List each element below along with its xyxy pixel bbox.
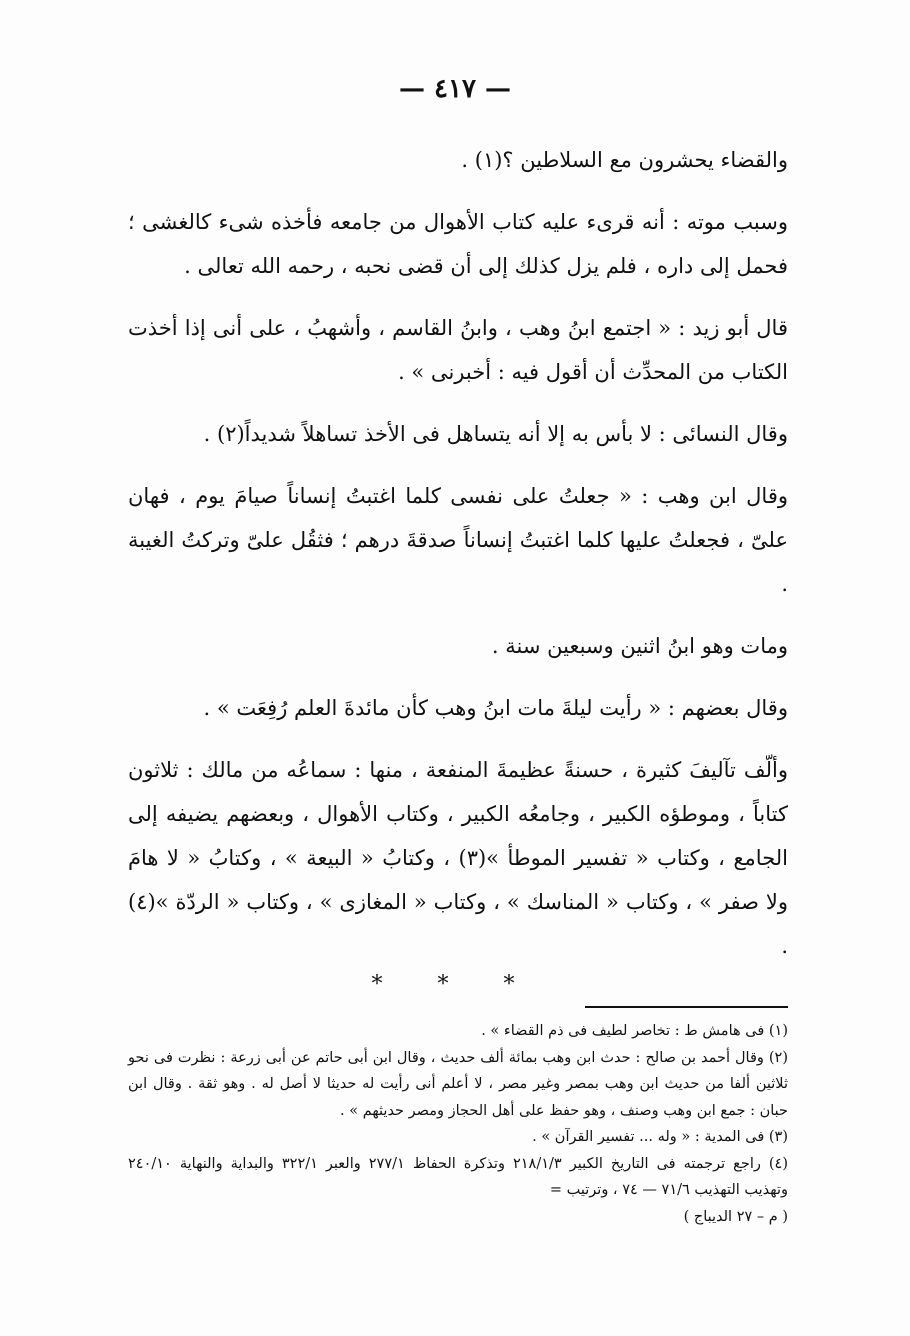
page-number: — ٤١٧ — xyxy=(398,74,512,104)
footnotes xyxy=(128,1018,788,1230)
paragraph: وقال ابن وهب : « جعلتُ على نفسى كلما اغتبتُ إنساناً صيامَ يوم ، فهان علىّ ، فجعلتُ عليها كلما اغتبتُ إنساناً صدقةَ درهم ؛ فثقُل علىّ وتركتُ الغيبة . xyxy=(128,484,788,596)
paragraph: وألّف تآليفَ كثيرة ، حسنةً عظيمةَ المنفعة ، منها : سماعُه من مالك : ثلاثون كتاباً ، وموطؤه الكبير ، وجامعُه الكبير ، وكتاب الأهوال ، وبعضهم يضيفه إلى الجامع ، وكتاب « تفسير الموطأ »(٣) ، وكتابُ « البيعة » ، وكتابُ « لا هامَ ولا صفر » ، وكتاب « المناسك » ، وكتاب « المغازى » ، وكتاب « الردّة »(٤) . xyxy=(128,758,788,958)
paragraph: والقضاء يحشرون مع السلاطين ؟(١) . xyxy=(461,148,788,172)
paragraph: وقال بعضهم : « رأيت ليلةَ مات ابنُ وهب كأن مائدةَ العلم رُفِعَت » . xyxy=(203,696,788,720)
footnote: (٤) راجع ترجمته فى التاريخ الكبير ٢١٨/١/٣ وتذكرة الحفاظ ٢٧٧/١ والعبر ٣٢٢/١ والبداية والنهاية ٢٤٠/١٠ وتهذيب التهذيب ٧١/٦ — ٧٤ ، وترتيب = xyxy=(128,1155,788,1198)
signature-mark: ( م – ٢٧ الديباج ) xyxy=(683,1208,788,1225)
footnote: (٣) فى المدية : « وله ... تفسير القرآن » . xyxy=(532,1129,788,1145)
footnote-divider xyxy=(585,1006,788,1008)
paragraph: وقال النسائى : لا بأس به إلا أنه يتساهل فى الأخذ تساهلاً شديداً(٢) . xyxy=(203,422,788,446)
paragraph: ومات وهو ابنُ اثنين وسبعين سنة . xyxy=(491,634,788,658)
paragraph: قال أبو زيد : « اجتمع ابنُ وهب ، وابنُ القاسم ، وأشهبُ ، على أنى إذا أخذت الكتاب من المحدِّث أن أقول فيه : أخبرنى » . xyxy=(128,316,788,384)
footnote: (١) فى هامش ط : تخاصر لطيف فى ذم القضاء » . xyxy=(481,1023,788,1039)
paragraph: وسبب موته : أنه قرىء عليه كتاب الأهوال من جامعه فأخذه شىء كالغشى ؛ فحمل إلى داره ، فلم يزل كذلك إلى أن قضى نحبه ، رحمه الله تعالى . xyxy=(128,210,788,278)
section-ornament: * * * xyxy=(371,972,539,997)
main-text xyxy=(128,138,788,986)
footnote: (٢) وقال أحمد بن صالح : حدث ابن وهب بمائة ألف حديث ، وقال ابن أبى حاتم عن أبى زرعة : نظرت فى نحو ثلاثين ألفا من حديث ابن وهب بمصر وغير مصر ، لا أعلم أنى رأيت له حديثا لا أصل له . وهو ثقة . وقال ابن حبان : جمع ابن وهب وصنف ، وهو حفظ على أهل الحجاز ومصر حديثهم » . xyxy=(128,1049,788,1119)
